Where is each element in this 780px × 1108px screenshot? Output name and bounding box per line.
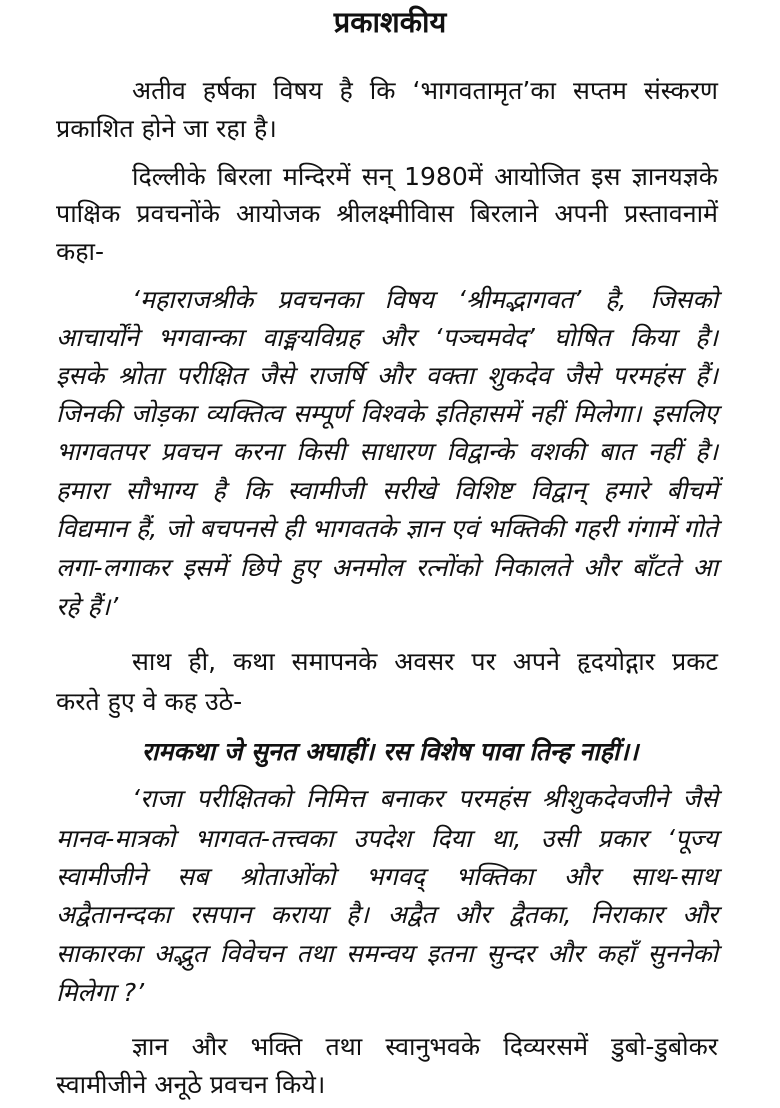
text-line: प्रकाशित होने जा रहा है। [56, 114, 277, 143]
text-line: हमारा सौभाग्य है कि स्वामीजी सरीखे विशिष्ट विद्वान् हमारे बीचमें [56, 476, 718, 505]
text-line: अतीव हर्षका विषय है कि ‘भागवतामृत’का सप्तम संस्करण [132, 76, 718, 105]
text-line: साथ ही, कथा समापनके अवसर पर अपने हृदयोद्गार प्रकट [132, 647, 718, 676]
verse-quote: रामकथा जे सुनत अघाहीं। रस विशेष पावा तिन्ह नाहीं।। [141, 737, 639, 766]
text-line: जिनकी जोड़का व्यक्तित्व सम्पूर्ण विश्वके इतिहासमें नहीं मिलेगा। इसलिए [56, 399, 718, 428]
text-line: स्वामीजीने सब श्रोताओंको भगवद् भक्तिका और साथ-साथ [56, 862, 718, 891]
text-line: स्वामीजीने अनूठे प्रवचन किये। [56, 1070, 326, 1099]
text-line: साकारका अद्भुत विवेचन तथा समन्वय इतना सुन्दर और कहाँ सुननेको [56, 939, 718, 968]
page-title: प्रकाशकीय [333, 5, 447, 39]
text-line: ‘महाराजश्रीके प्रवचनका विषय ‘श्रीमद्भागवत’ है, जिसको [132, 285, 718, 314]
text-line: मिलेगा ?’ [56, 978, 145, 1007]
text-line: ज्ञान और भक्ति तथा स्वानुभवके दिव्यरसमें डुबो-डुबोकर [132, 1032, 718, 1061]
text-line: आचार्योंने भगवान्का वाङ्मयविग्रह और ‘पञ्चमवेद’ घोषित किया है। [56, 323, 718, 352]
text-line: लगा-लगाकर इसमें छिपे हुए अनमोल रत्नोंको निकालते और बाँटते आ [56, 553, 718, 582]
text-line: कहा- [56, 237, 104, 266]
text-line: करते हुए वे कह उठे- [56, 687, 243, 716]
text-line: पाक्षिक प्रवचनोंके आयोजक श्रीलक्ष्मीविास बिरलाने अपनी प्रस्तावनामें [56, 199, 718, 228]
text-line: विद्यमान हैं, जो बचपनसे ही भागवतके ज्ञान एवं भक्तिकी गहरी गंगामें गोते [56, 514, 718, 543]
text-line: अद्वैतानन्दका रसपान कराया है। अद्वैत और द्वैतका, निराकार और [56, 900, 718, 929]
text-line: इसके श्रोता परीक्षित जैसे राजर्षि और वक्ता शुकदेव जैसे परमहंस हैं। [56, 361, 718, 390]
text-line: रहे हैं।’ [56, 592, 119, 621]
text-line: ‘राजा परीक्षितको निमित्त बनाकर परमहंस श्रीशुकदेवजीने जैसे [132, 784, 718, 813]
text-line: मानव-मात्रको भागवत-तत्त्वका उपदेश दिया था, उसी प्रकार ‘पूज्य [56, 824, 718, 853]
text-line: भागवतपर प्रवचन करना किसी साधारण विद्वान्के वशकी बात नहीं है। [56, 437, 718, 466]
text-line: दिल्लीके बिरला मन्दिरमें सन् 1980में आयोजित इस ज्ञानयज्ञके [132, 162, 718, 191]
